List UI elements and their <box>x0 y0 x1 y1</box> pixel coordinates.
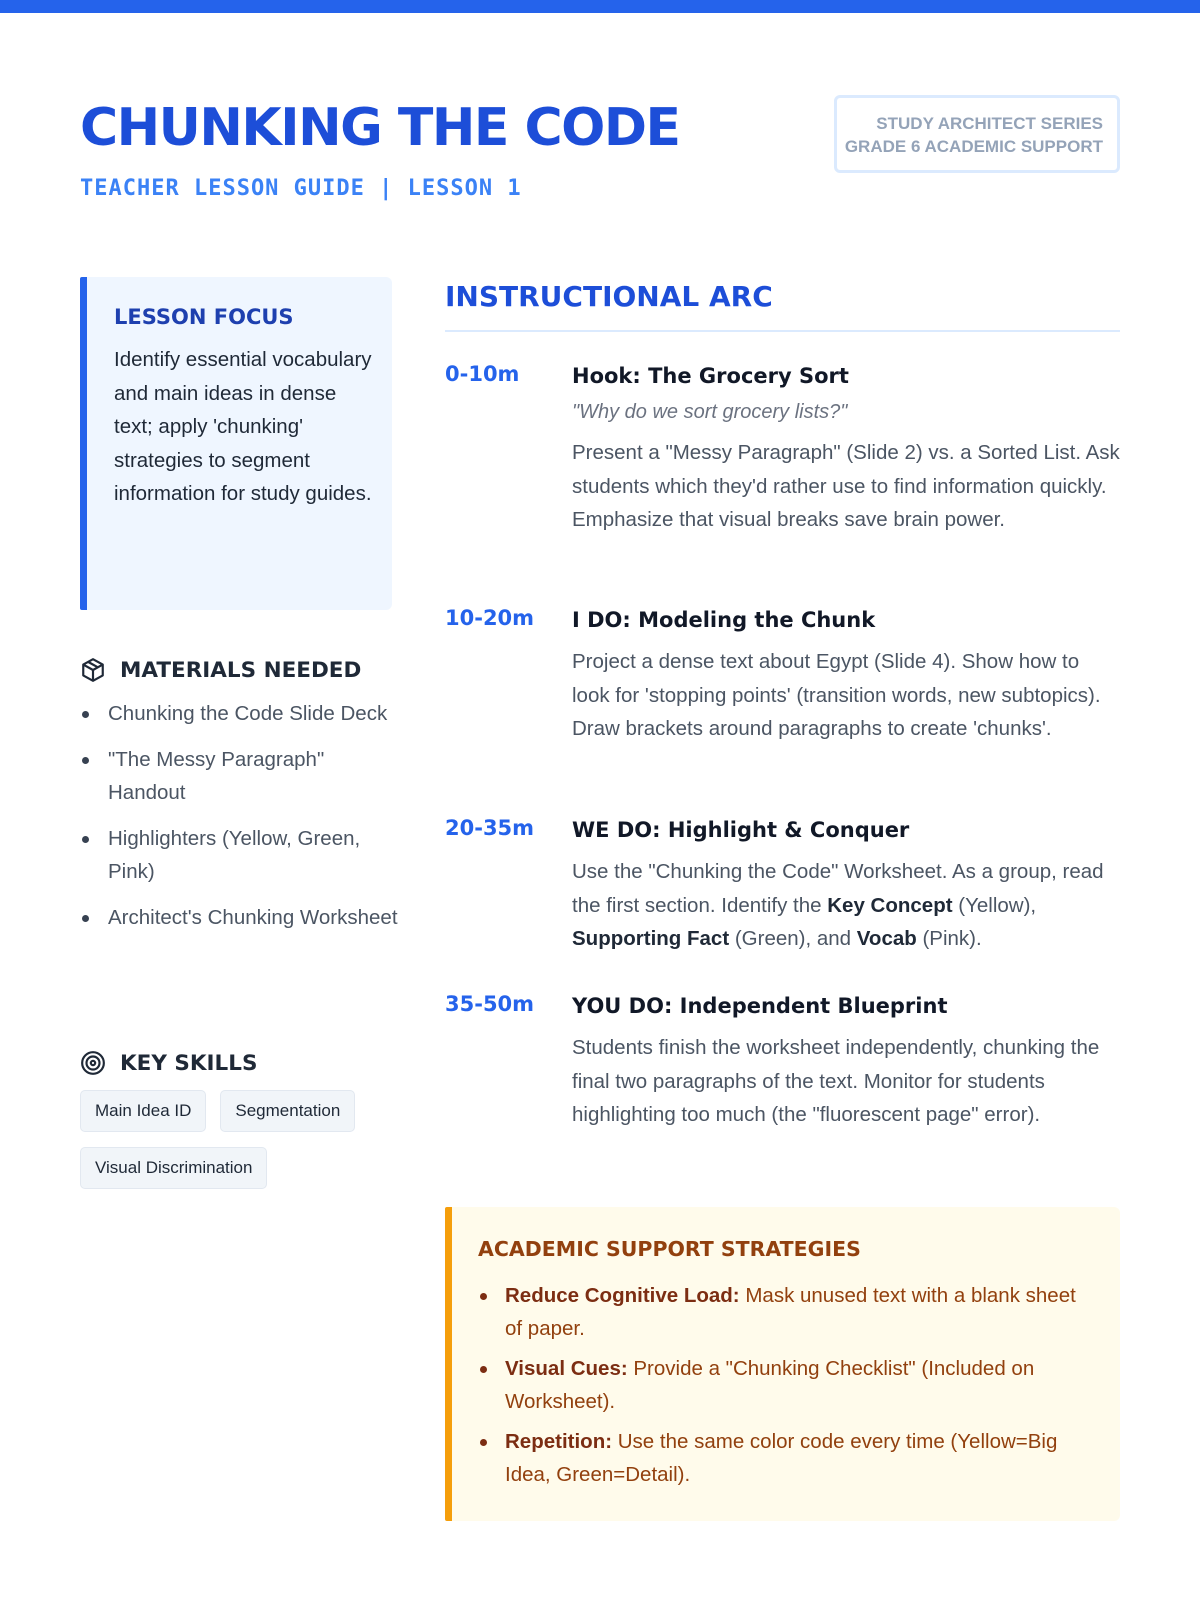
vocab-term: Vocab <box>856 927 917 950</box>
skill-tag: Segmentation <box>220 1090 355 1132</box>
skill-tag: Visual Discrimination <box>80 1147 267 1189</box>
step-text: Project a dense text about Egypt (Slide 4). Show how to look for 'stopping points' (transition words, new subtopics). Draw brackets around paragraphs to create 'chunks'. <box>572 650 1101 740</box>
series-name: STUDY ARCHITECT SERIES <box>876 114 1103 133</box>
lesson-focus-text: Identify essential vocabulary and main ideas in dense text; apply 'chunking' strategies to segment information for study guides. <box>114 348 372 505</box>
box-icon <box>80 657 106 683</box>
step-time: 35-50m <box>445 992 535 1016</box>
top-accent-bar <box>0 0 1200 13</box>
target-icon <box>80 1050 106 1076</box>
support-label: Visual Cues: <box>505 1357 628 1380</box>
step-body <box>572 362 1120 537</box>
step-body <box>572 816 1120 956</box>
materials-heading <box>80 657 361 683</box>
step-title: I DO: Modeling the Chunk <box>572 608 876 632</box>
support-label: Reduce Cognitive Load: <box>505 1284 740 1307</box>
step-time: 20-35m <box>445 816 535 840</box>
divider <box>445 330 1120 332</box>
series-grade: GRADE 6 ACADEMIC SUPPORT <box>844 137 1103 156</box>
support-title: ACADEMIC SUPPORT STRATEGIES <box>478 1237 861 1261</box>
support-text: Use the same color code every time (Yellow=Big Idea, Green=Detail). <box>505 1430 1058 1486</box>
skills-heading <box>80 1050 257 1076</box>
list-item <box>478 1352 1090 1418</box>
step-time: 10-20m <box>445 606 535 630</box>
support-label: Repetition: <box>505 1430 613 1453</box>
lesson-focus-title: LESSON FOCUS <box>114 305 294 329</box>
materials-list <box>80 697 400 947</box>
step-body <box>572 606 1120 746</box>
step-text <box>572 855 1120 956</box>
page-title: CHUNKING THE CODE <box>80 98 680 158</box>
skills-title: KEY SKILLS <box>120 1050 258 1076</box>
step-title: YOU DO: Independent Blueprint <box>572 994 948 1018</box>
list-item: Chunking the Code Slide Deck <box>80 697 400 730</box>
step-body <box>572 992 1120 1132</box>
step-text: Students finish the worksheet independently, chunking the final two paragraphs of the text. Monitor for students highlighting too much (the "fluorescent page" error). <box>572 1036 1100 1126</box>
skill-tag: Main Idea ID <box>80 1090 206 1132</box>
lesson-focus-box <box>80 277 392 610</box>
materials-title: MATERIALS NEEDED <box>120 657 362 683</box>
step-text-part: (Pink). <box>916 927 982 950</box>
step-quote: "Why do we sort grocery lists?" <box>572 401 848 423</box>
step-text-part: (Green), and <box>729 927 857 950</box>
academic-support-box <box>445 1207 1120 1521</box>
page-header <box>80 92 1120 222</box>
step-title: WE DO: Highlight & Conquer <box>572 818 910 842</box>
step-text-part: (Yellow), <box>952 893 1037 917</box>
list-item: Architect's Chunking Worksheet <box>80 901 400 934</box>
step-text-part: Use the "Chunking the Code" Worksheet. As a group, read the first section. Identify the <box>572 860 1104 917</box>
key-concept-term: Key Concept <box>827 893 953 917</box>
list-item: Highlighters (Yellow, Green, Pink) <box>80 822 400 888</box>
list-item <box>478 1279 1090 1345</box>
step-title: Hook: The Grocery Sort <box>572 364 849 388</box>
step-text: Present a "Messy Paragraph" (Slide 2) vs. a Sorted List. Ask students which they'd rather use to find information quickly. Emphasize that visual breaks save brain power. <box>572 441 1120 531</box>
series-badge <box>834 95 1120 173</box>
instructional-arc-title: INSTRUCTIONAL ARC <box>445 280 773 313</box>
support-text: Mask unused text with a blank sheet of paper. <box>505 1284 1076 1340</box>
skills-tags <box>80 1090 400 1189</box>
page-subtitle: TEACHER LESSON GUIDE | LESSON 1 <box>80 176 522 201</box>
support-list <box>478 1279 1090 1491</box>
support-text: Provide a "Chunking Checklist" (Included on Worksheet). <box>505 1357 1035 1413</box>
supporting-fact-term: Supporting Fact <box>572 927 730 950</box>
list-item: "The Messy Paragraph" Handout <box>80 743 400 809</box>
step-time: 0-10m <box>445 362 520 386</box>
list-item <box>478 1425 1090 1491</box>
